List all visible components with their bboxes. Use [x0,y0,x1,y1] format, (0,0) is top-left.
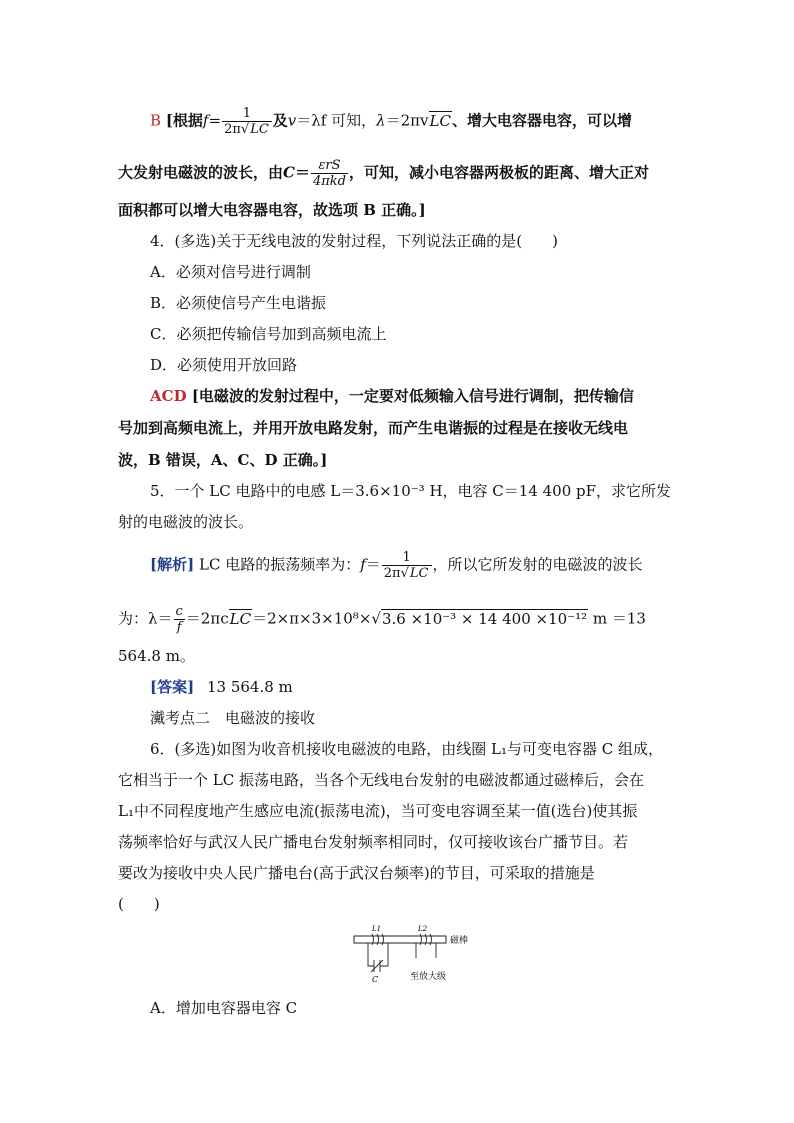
section-heading [150,708,710,728]
label-c: C [372,975,379,984]
answer-text: 及 [272,111,288,130]
q4-option-a: A．必须对信号进行调制 [150,263,311,281]
q5-stem-line-2: 射的电磁波的波长。 [118,513,254,531]
receiver-circuit-diagram [352,920,482,985]
fraction [222,106,272,137]
q3-answer-line-3: 面积都可以增大电容器电容，故选项 B 正确。] [118,201,426,219]
q5-stem-line-1: 5．一个 LC 电路中的电感 L＝3.6×10⁻³ H，电容 C＝14 400 pF，求它所发 [150,482,672,500]
q6-stem-line-2: 它相当于一个 LC 振荡电路，当各个无线电台发射的电磁波都通过磁棒后，会在 [118,771,644,789]
q4-option-b: B．必须使信号产生电谐振 [150,294,327,312]
answer-label: ACD [150,387,187,405]
q5-jiexi-line-1 [150,550,710,581]
answer-text: 、增大电容器电容，可以增 [451,111,632,130]
answer-label: [答案] [150,678,195,696]
label-l2: L2 [418,925,428,933]
equals: ＝ [365,555,381,574]
answer-text: [电磁波的发射过程中，一定要对低频输入信号进行调制，把传输信 [191,387,634,405]
jiexi-text: LC 电路的振荡频率为： [198,555,361,574]
q6-stem-line-5: 要改为接收中央人民广播电台(高于武汉台频率)的节目，可采取的措施是 [118,864,595,882]
answer-text: [根据 [165,111,203,130]
label-amp: 至放大级 [410,972,447,982]
answer-text: ＝2πv [385,111,429,130]
equals: = [208,111,222,130]
q6-stem-line-3: L₁中不同程度地产生感应电流(振荡电流)，当可变电容调至某一值(选台)使其振 [118,802,638,820]
radicand: LC [429,111,451,130]
q6-stem-line-6: ( ) [118,895,160,913]
numerator: c [175,604,183,619]
fraction [311,158,348,189]
var-lambda: λ [376,111,386,130]
q4-answer-line-2: 号加到高频电流上，并用开放电路发射，而产生电谐振的过程是在接收无线电 [118,419,629,437]
magnetic-rod [354,936,446,943]
var-v: v [287,111,297,130]
fraction [382,550,432,581]
jiexi-text: 为：λ＝ [118,609,173,628]
jiexi-text: ，所以它所发射的电磁波的波长 [432,555,643,574]
jiexi-label: [解析] [150,555,195,574]
den-prefix: 2π [383,566,401,581]
answer-text: 大发射电磁波的波长，由 [118,163,284,182]
equals: ＝ [294,163,310,182]
label-rod: 磁棒 [450,936,469,946]
answer-text: ，可知，减小电容器两极板的距离、增大正对 [349,163,650,182]
q4-option-c: C．必须把传输信号加到高频电流上 [150,325,387,343]
q3-answer-line-2 [118,158,678,189]
denominator: f [174,619,185,635]
section-icon: 瀻 [150,709,166,727]
label-l1: L1 [372,925,382,933]
q4-answer-line-3: 波，B 错误，A、C、D 正确。] [118,451,328,469]
q5-jiexi-line-2: 为：λ＝ $\frac{c}{f}$ ＝2πcLC＝2×π×3×10⁸×√3.6 ×10⁻³ × 14 400 ×10⁻¹² m ＝13 [118,604,646,635]
radicand: LC [229,609,252,628]
q6-stem-line-1: 6．(多选)如图为收音机接收电磁波的电路，由线圈 L₁与可变电容器 C 组成， [150,740,664,758]
q6-option-a: A．增加电容器电容 C [150,999,298,1017]
section-title: 考点二 电磁波的接收 [165,709,316,727]
jiexi-text: ＝2πc [185,609,229,628]
q4-option-d: D．必须使用开放回路 [150,356,298,374]
fraction [174,604,185,635]
l1-circuit-wires [368,943,388,972]
var-f: f [202,111,209,130]
answer-value: 13 564.8 m [206,678,293,696]
q3-answer-line-1 [150,106,710,137]
q5-answer-line [150,677,710,697]
var-f: f [360,555,366,574]
denominator: 2π√LC [222,121,272,137]
q4-answer-line-1 [150,386,710,406]
denominator: 4πkd [312,174,346,189]
jiexi-text: ＝2×π×3×10⁸× [252,609,372,628]
answer-text: ＝λf 可知， [296,111,377,130]
q6-stem-line-4: 荡频率恰好与武汉人民广播电台发射频率相同时，仅可接收该台广播节目。若 [118,833,629,851]
numerator: 1 [242,106,252,121]
radicand: LC [409,566,429,581]
q5-jiexi-line-3: 564.8 m。 [118,647,195,665]
jiexi-text: m ＝13 [588,609,646,628]
q4-stem: 4．(多选)关于无线电波的发射过程，下列说法正确的是( ) [150,232,558,250]
answer-label: B [150,111,162,130]
radicand: 3.6 ×10⁻³ × 14 400 ×10⁻¹² [381,609,588,628]
var-C: C [283,163,295,182]
l2-leads [416,943,436,958]
numerator: εrS [318,158,341,173]
radicand: LC [250,122,269,137]
denominator: 2π√LC [382,565,432,581]
numerator: 1 [402,550,411,565]
den-prefix: 2π [224,122,241,137]
